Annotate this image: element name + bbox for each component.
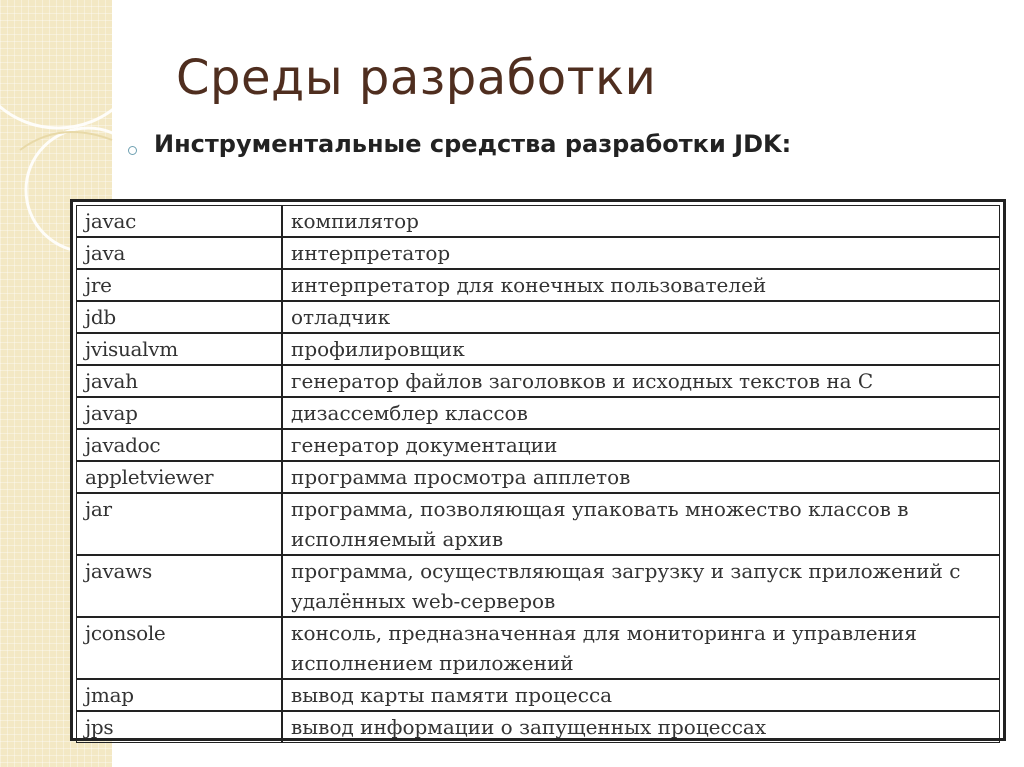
command-cell: jconsole	[76, 617, 282, 679]
command-cell: javaws	[76, 555, 282, 617]
table-row	[76, 301, 1000, 333]
table-row	[76, 205, 1000, 237]
description-cell: программа просмотра апплетов	[282, 461, 1000, 493]
command-cell: javap	[76, 397, 282, 429]
description-cell: профилировщик	[282, 333, 1000, 365]
slide-title: Среды разработки	[176, 50, 657, 106]
description-cell: вывод карты памяти процесса	[282, 679, 1000, 711]
command-cell: jre	[76, 269, 282, 301]
table-row	[76, 461, 1000, 493]
bullet-icon	[128, 146, 137, 155]
command-cell: jmap	[76, 679, 282, 711]
command-cell: jvisualvm	[76, 333, 282, 365]
description-cell: консоль, предназначенная для мониторинга и управления исполнением приложений	[282, 617, 1000, 679]
command-cell: java	[76, 237, 282, 269]
decorative-arc	[20, 132, 112, 150]
command-cell: jar	[76, 493, 282, 555]
command-cell: jps	[76, 711, 282, 743]
description-cell: дизассемблер классов	[282, 397, 1000, 429]
description-cell: отладчик	[282, 301, 1000, 333]
description-cell: вывод информации о запущенных процессах	[282, 711, 1000, 743]
description-cell: интерпретатор	[282, 237, 1000, 269]
table-row	[76, 269, 1000, 301]
description-cell: генератор документации	[282, 429, 1000, 461]
table-row	[76, 493, 1000, 555]
jdk-tools-table	[76, 205, 1000, 743]
table-row	[76, 397, 1000, 429]
command-cell: jdb	[76, 301, 282, 333]
jdk-tools-table-frame	[70, 199, 1006, 741]
table-row	[76, 429, 1000, 461]
table-row	[76, 679, 1000, 711]
command-cell: javah	[76, 365, 282, 397]
command-cell: appletviewer	[76, 461, 282, 493]
table-row	[76, 555, 1000, 617]
command-cell: javac	[76, 205, 282, 237]
table-row	[76, 333, 1000, 365]
table-row	[76, 237, 1000, 269]
command-cell: javadoc	[76, 429, 282, 461]
table-row	[76, 617, 1000, 679]
decorative-circle-large	[0, 0, 148, 128]
description-cell: программа, позволяющая упаковать множество классов в исполняемый архив	[282, 493, 1000, 555]
description-cell: компилятор	[282, 205, 1000, 237]
table-row	[76, 365, 1000, 397]
description-cell: интерпретатор для конечных пользователей	[282, 269, 1000, 301]
description-cell: программа, осуществляющая загрузку и запуск приложений с удалённых web-серверов	[282, 555, 1000, 617]
description-cell: генератор файлов заголовков и исходных текстов на С	[282, 365, 1000, 397]
table-row	[76, 711, 1000, 743]
slide-subtitle: Инструментальные средства разработки JDK:	[154, 130, 792, 158]
